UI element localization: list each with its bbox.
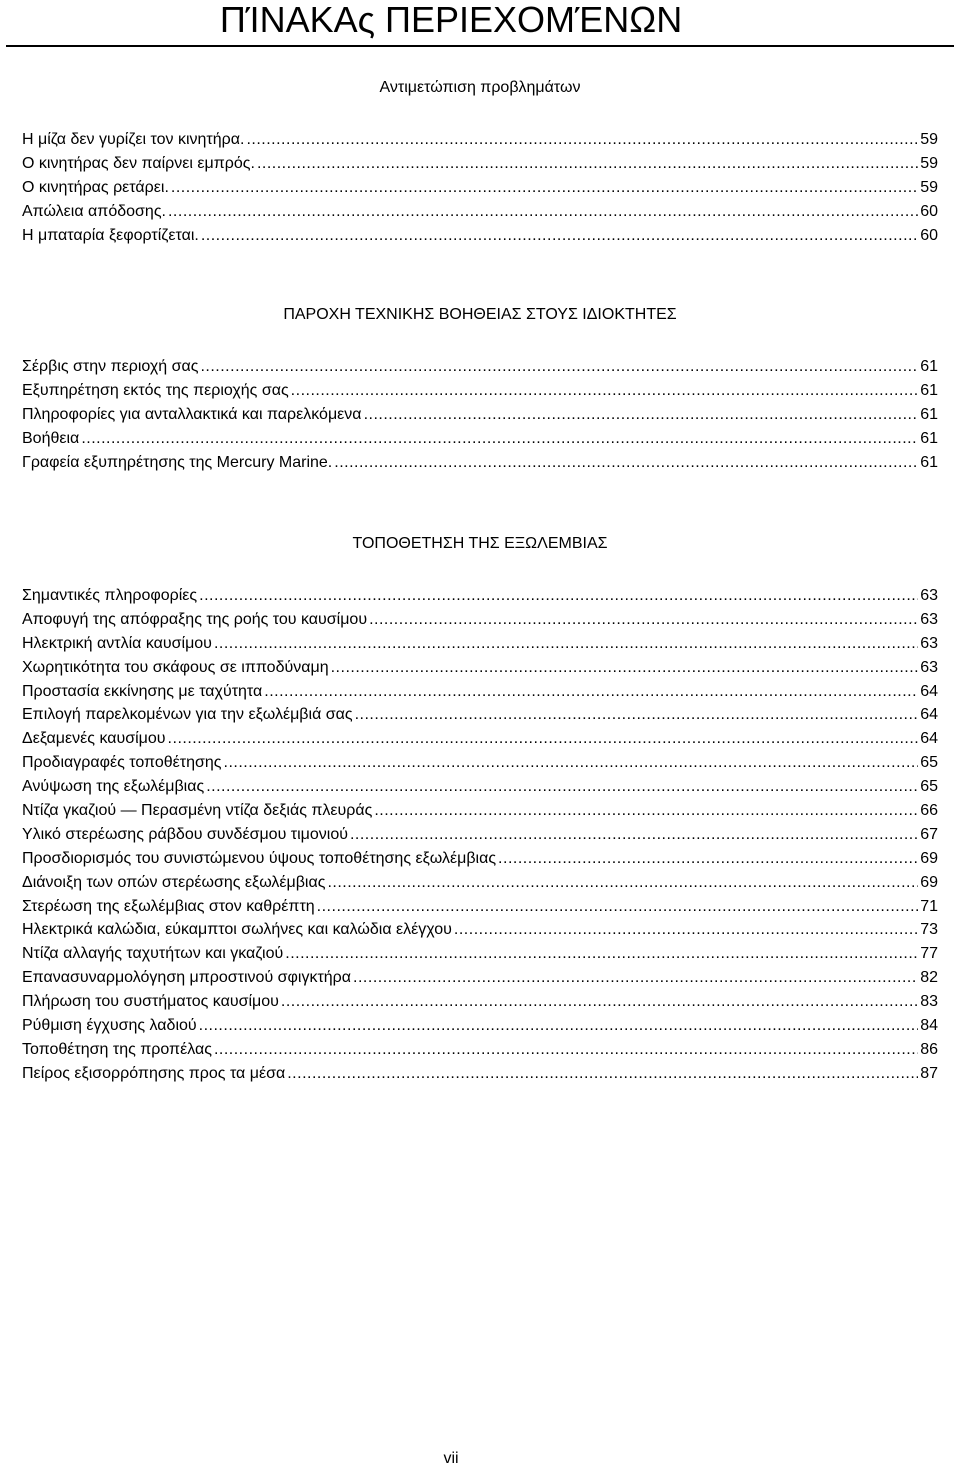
toc-entry[interactable] bbox=[22, 801, 938, 825]
toc-entry[interactable] bbox=[22, 586, 938, 610]
toc-entry[interactable] bbox=[22, 729, 938, 753]
dot-leader bbox=[206, 777, 918, 797]
dot-leader bbox=[201, 226, 918, 246]
toc-entry[interactable] bbox=[22, 357, 938, 381]
toc-entry[interactable] bbox=[22, 873, 938, 897]
toc-entry-title: Προδιαγραφές τοποθέτησης bbox=[22, 754, 222, 772]
dot-leader bbox=[353, 968, 918, 988]
dot-leader bbox=[264, 682, 918, 702]
toc-entry-page: 77 bbox=[920, 945, 938, 963]
toc-entry-title: Διάνοιξη των οπών στερέωσης εξωλέμβιας bbox=[22, 873, 326, 891]
toc-section-technical-assistance bbox=[22, 305, 938, 476]
toc-entry-title: Ρύθμιση έγχυσης λαδιού bbox=[22, 1017, 197, 1035]
toc-entry[interactable] bbox=[22, 658, 938, 682]
dot-leader bbox=[334, 453, 918, 473]
dot-leader bbox=[331, 658, 919, 678]
toc-entry[interactable] bbox=[22, 825, 938, 849]
dot-leader bbox=[168, 202, 918, 222]
toc-entry[interactable] bbox=[22, 992, 938, 1016]
dot-leader bbox=[224, 753, 919, 773]
toc-entry-title: Απώλεια απόδοσης. bbox=[22, 202, 166, 220]
toc-entry-page: 83 bbox=[920, 993, 938, 1011]
toc-entry-page: 69 bbox=[920, 873, 938, 891]
toc-entry-title: Ο κινητήρας δεν παίρνει εμπρός. bbox=[22, 154, 255, 172]
dot-leader bbox=[200, 357, 918, 377]
toc-entry[interactable] bbox=[22, 154, 938, 178]
toc-entry-page: 59 bbox=[920, 178, 938, 196]
toc-entry[interactable] bbox=[22, 777, 938, 801]
toc-entry-title: Προστασία εκκίνησης με ταχύτητα bbox=[22, 682, 263, 700]
dot-leader bbox=[374, 801, 918, 821]
toc-entry-page: 67 bbox=[920, 825, 938, 843]
toc-entry-title: Επιλογή παρελκομένων για την εξωλέμβιά σας bbox=[22, 706, 353, 724]
toc-entry-page: 61 bbox=[920, 381, 938, 399]
toc-entry-title: Ανύψωση της εξωλέμβιας bbox=[22, 778, 205, 796]
toc-entry[interactable] bbox=[22, 920, 938, 944]
toc-entry[interactable] bbox=[22, 130, 938, 154]
toc-entry-page: 61 bbox=[920, 405, 938, 423]
toc-entry-page: 63 bbox=[920, 658, 938, 676]
dot-leader bbox=[246, 130, 918, 150]
toc-entry-title: Βοήθεια bbox=[22, 429, 80, 447]
toc-entry-title: Σημαντικές πληροφορίες bbox=[22, 587, 198, 604]
toc-entry[interactable] bbox=[22, 849, 938, 873]
toc-entry[interactable] bbox=[22, 610, 938, 634]
dot-leader bbox=[287, 1064, 918, 1084]
toc-entry-page: 59 bbox=[920, 131, 938, 148]
dot-leader bbox=[81, 429, 918, 449]
toc-entry[interactable] bbox=[22, 1064, 938, 1088]
toc-entry[interactable] bbox=[22, 968, 938, 992]
toc-entry[interactable] bbox=[22, 178, 938, 202]
toc-entry[interactable] bbox=[22, 1040, 938, 1064]
toc-list bbox=[22, 130, 938, 249]
toc-entry[interactable] bbox=[22, 381, 938, 405]
toc-entry-title: Πλήρωση του συστήματος καυσίμου bbox=[22, 993, 279, 1011]
section-heading: ΠΑΡΟΧΗ ΤΕΧΝΙΚΗΣ ΒΟΗΘΕΙΑΣ ΣΤΟΥΣ ΙΔΙΟΚΤΗΤΕΣ bbox=[283, 306, 677, 323]
dot-leader bbox=[171, 178, 918, 198]
section-heading: Αντιμετώπιση προβλημάτων bbox=[379, 79, 581, 96]
toc-entry-title: Χωρητικότητα του σκάφους σε ιπποδύναμη bbox=[22, 658, 329, 676]
toc-list bbox=[22, 586, 938, 1088]
dot-leader bbox=[327, 873, 918, 893]
toc-entry[interactable] bbox=[22, 1016, 938, 1040]
dot-leader bbox=[281, 992, 918, 1012]
toc-entry[interactable] bbox=[22, 453, 938, 477]
toc-entry-title: Επανασυναρμολόγηση μπροστινού σφιγκτήρα bbox=[22, 969, 352, 987]
toc-entry-page: 71 bbox=[920, 897, 938, 915]
toc-entry-title: Δεξαμενές καυσίμου bbox=[22, 730, 166, 748]
page-title: ΠΊΝΑΚΑς ΠΕΡΙΕΧΟΜΈΝΩΝ bbox=[219, 0, 683, 40]
toc-entry-page: 86 bbox=[920, 1040, 938, 1058]
toc-entry[interactable] bbox=[22, 429, 938, 453]
toc-entry-page: 61 bbox=[920, 453, 938, 471]
toc-entry-title: Ντίζα αλλαγής ταχυτήτων και γκαζιού bbox=[22, 945, 284, 963]
dot-leader bbox=[214, 634, 918, 654]
toc-entry-page: 65 bbox=[920, 754, 938, 772]
toc-entry[interactable] bbox=[22, 634, 938, 658]
dot-leader bbox=[199, 1016, 919, 1036]
dot-leader bbox=[454, 920, 918, 940]
toc-entry-page: 61 bbox=[920, 358, 938, 375]
toc-entry-page: 64 bbox=[920, 682, 938, 700]
section-heading: ΤΟΠΟΘΕΤΗΣΗ ΤΗΣ ΕΞΩΛΕΜΒΙΑΣ bbox=[352, 535, 608, 552]
dot-leader bbox=[317, 897, 919, 917]
toc-entry-page: 61 bbox=[920, 429, 938, 447]
dot-leader bbox=[257, 154, 918, 174]
toc-entry-title: Υλικό στερέωσης ράβδου συνδέσμου τιμονιού bbox=[22, 825, 348, 843]
toc-entry-title: Ηλεκτρικά καλώδια, εύκαμπτοι σωλήνες και καλώδια ελέγχου bbox=[22, 921, 452, 939]
toc-entry-page: 63 bbox=[920, 587, 938, 604]
toc-entry-page: 64 bbox=[920, 730, 938, 748]
toc-entry[interactable] bbox=[22, 944, 938, 968]
toc-entry-title: Η μπαταρία ξεφορτίζεται. bbox=[22, 226, 199, 244]
toc-entry-page: 64 bbox=[920, 706, 938, 724]
dot-leader bbox=[285, 944, 918, 964]
dot-leader bbox=[168, 729, 919, 749]
toc-section-outboard-installation bbox=[22, 534, 938, 1088]
toc-entry-page: 60 bbox=[920, 226, 938, 244]
toc-entry[interactable] bbox=[22, 753, 938, 777]
toc-entry-page: 59 bbox=[920, 154, 938, 172]
toc-entry-page: 63 bbox=[920, 634, 938, 652]
toc-entry-title: Στερέωση της εξωλέμβιας στον καθρέπτη bbox=[22, 897, 315, 915]
toc-entry-page: 69 bbox=[920, 849, 938, 867]
toc-entry-title: Ντίζα γκαζιού — Περασμένη ντίζα δεξιάς πλευράς bbox=[22, 802, 373, 820]
toc-entry-page: 65 bbox=[920, 778, 938, 796]
toc-entry-title: Πείρος εξισορρόπησης προς τα μέσα bbox=[22, 1064, 286, 1082]
toc-entry-page: 82 bbox=[920, 969, 938, 987]
toc-entry[interactable] bbox=[22, 405, 938, 429]
dot-leader bbox=[291, 381, 919, 401]
toc-entry-title: Εξυπηρέτηση εκτός της περιοχής σας bbox=[22, 381, 289, 399]
dot-leader bbox=[350, 825, 918, 845]
dot-leader bbox=[199, 586, 918, 606]
toc-entry[interactable] bbox=[22, 202, 938, 226]
toc-entry-title: Τοποθέτηση της προπέλας bbox=[22, 1040, 212, 1058]
toc-entry-title: Γραφεία εξυπηρέτησης της Mercury Marine. bbox=[22, 453, 333, 471]
toc-entry-page: 66 bbox=[920, 802, 938, 820]
toc-entry-page: 63 bbox=[920, 610, 938, 628]
toc-entry-title: Η μίζα δεν γυρίζει τον κινητήρα. bbox=[22, 131, 245, 148]
toc-entry-title: Ο κινητήρας ρετάρει. bbox=[22, 178, 169, 196]
title-divider bbox=[6, 45, 954, 47]
dot-leader bbox=[364, 405, 919, 425]
dot-leader bbox=[498, 849, 918, 869]
dot-leader bbox=[355, 705, 919, 725]
toc-entry-title: Πληροφορίες για ανταλλακτικά και παρελκόμενα bbox=[22, 405, 362, 423]
toc-entry-page: 73 bbox=[920, 921, 938, 939]
toc-entry-title: Σέρβις στην περιοχή σας bbox=[22, 358, 199, 375]
toc-entry-page: 60 bbox=[920, 202, 938, 220]
toc-entry[interactable] bbox=[22, 226, 938, 250]
toc-entry-page: 87 bbox=[920, 1064, 938, 1082]
toc-entry-title: Αποφυγή της απόφραξης της ροής του καυσίμου bbox=[22, 610, 368, 628]
toc-entry-title: Ηλεκτρική αντλία καυσίμου bbox=[22, 634, 212, 652]
dot-leader bbox=[214, 1040, 918, 1060]
toc-entry[interactable] bbox=[22, 897, 938, 921]
page-number: vii bbox=[443, 1450, 459, 1467]
toc-section-troubleshooting bbox=[22, 78, 938, 249]
toc-list bbox=[22, 357, 938, 476]
toc-entry[interactable] bbox=[22, 682, 938, 706]
toc-entry-page: 84 bbox=[920, 1017, 938, 1035]
dot-leader bbox=[369, 610, 918, 630]
toc-entry[interactable] bbox=[22, 705, 938, 729]
toc-entry-title: Προσδιορισμός του συνιστώμενου ύψους τοποθέτησης εξωλέμβιας bbox=[22, 849, 497, 867]
